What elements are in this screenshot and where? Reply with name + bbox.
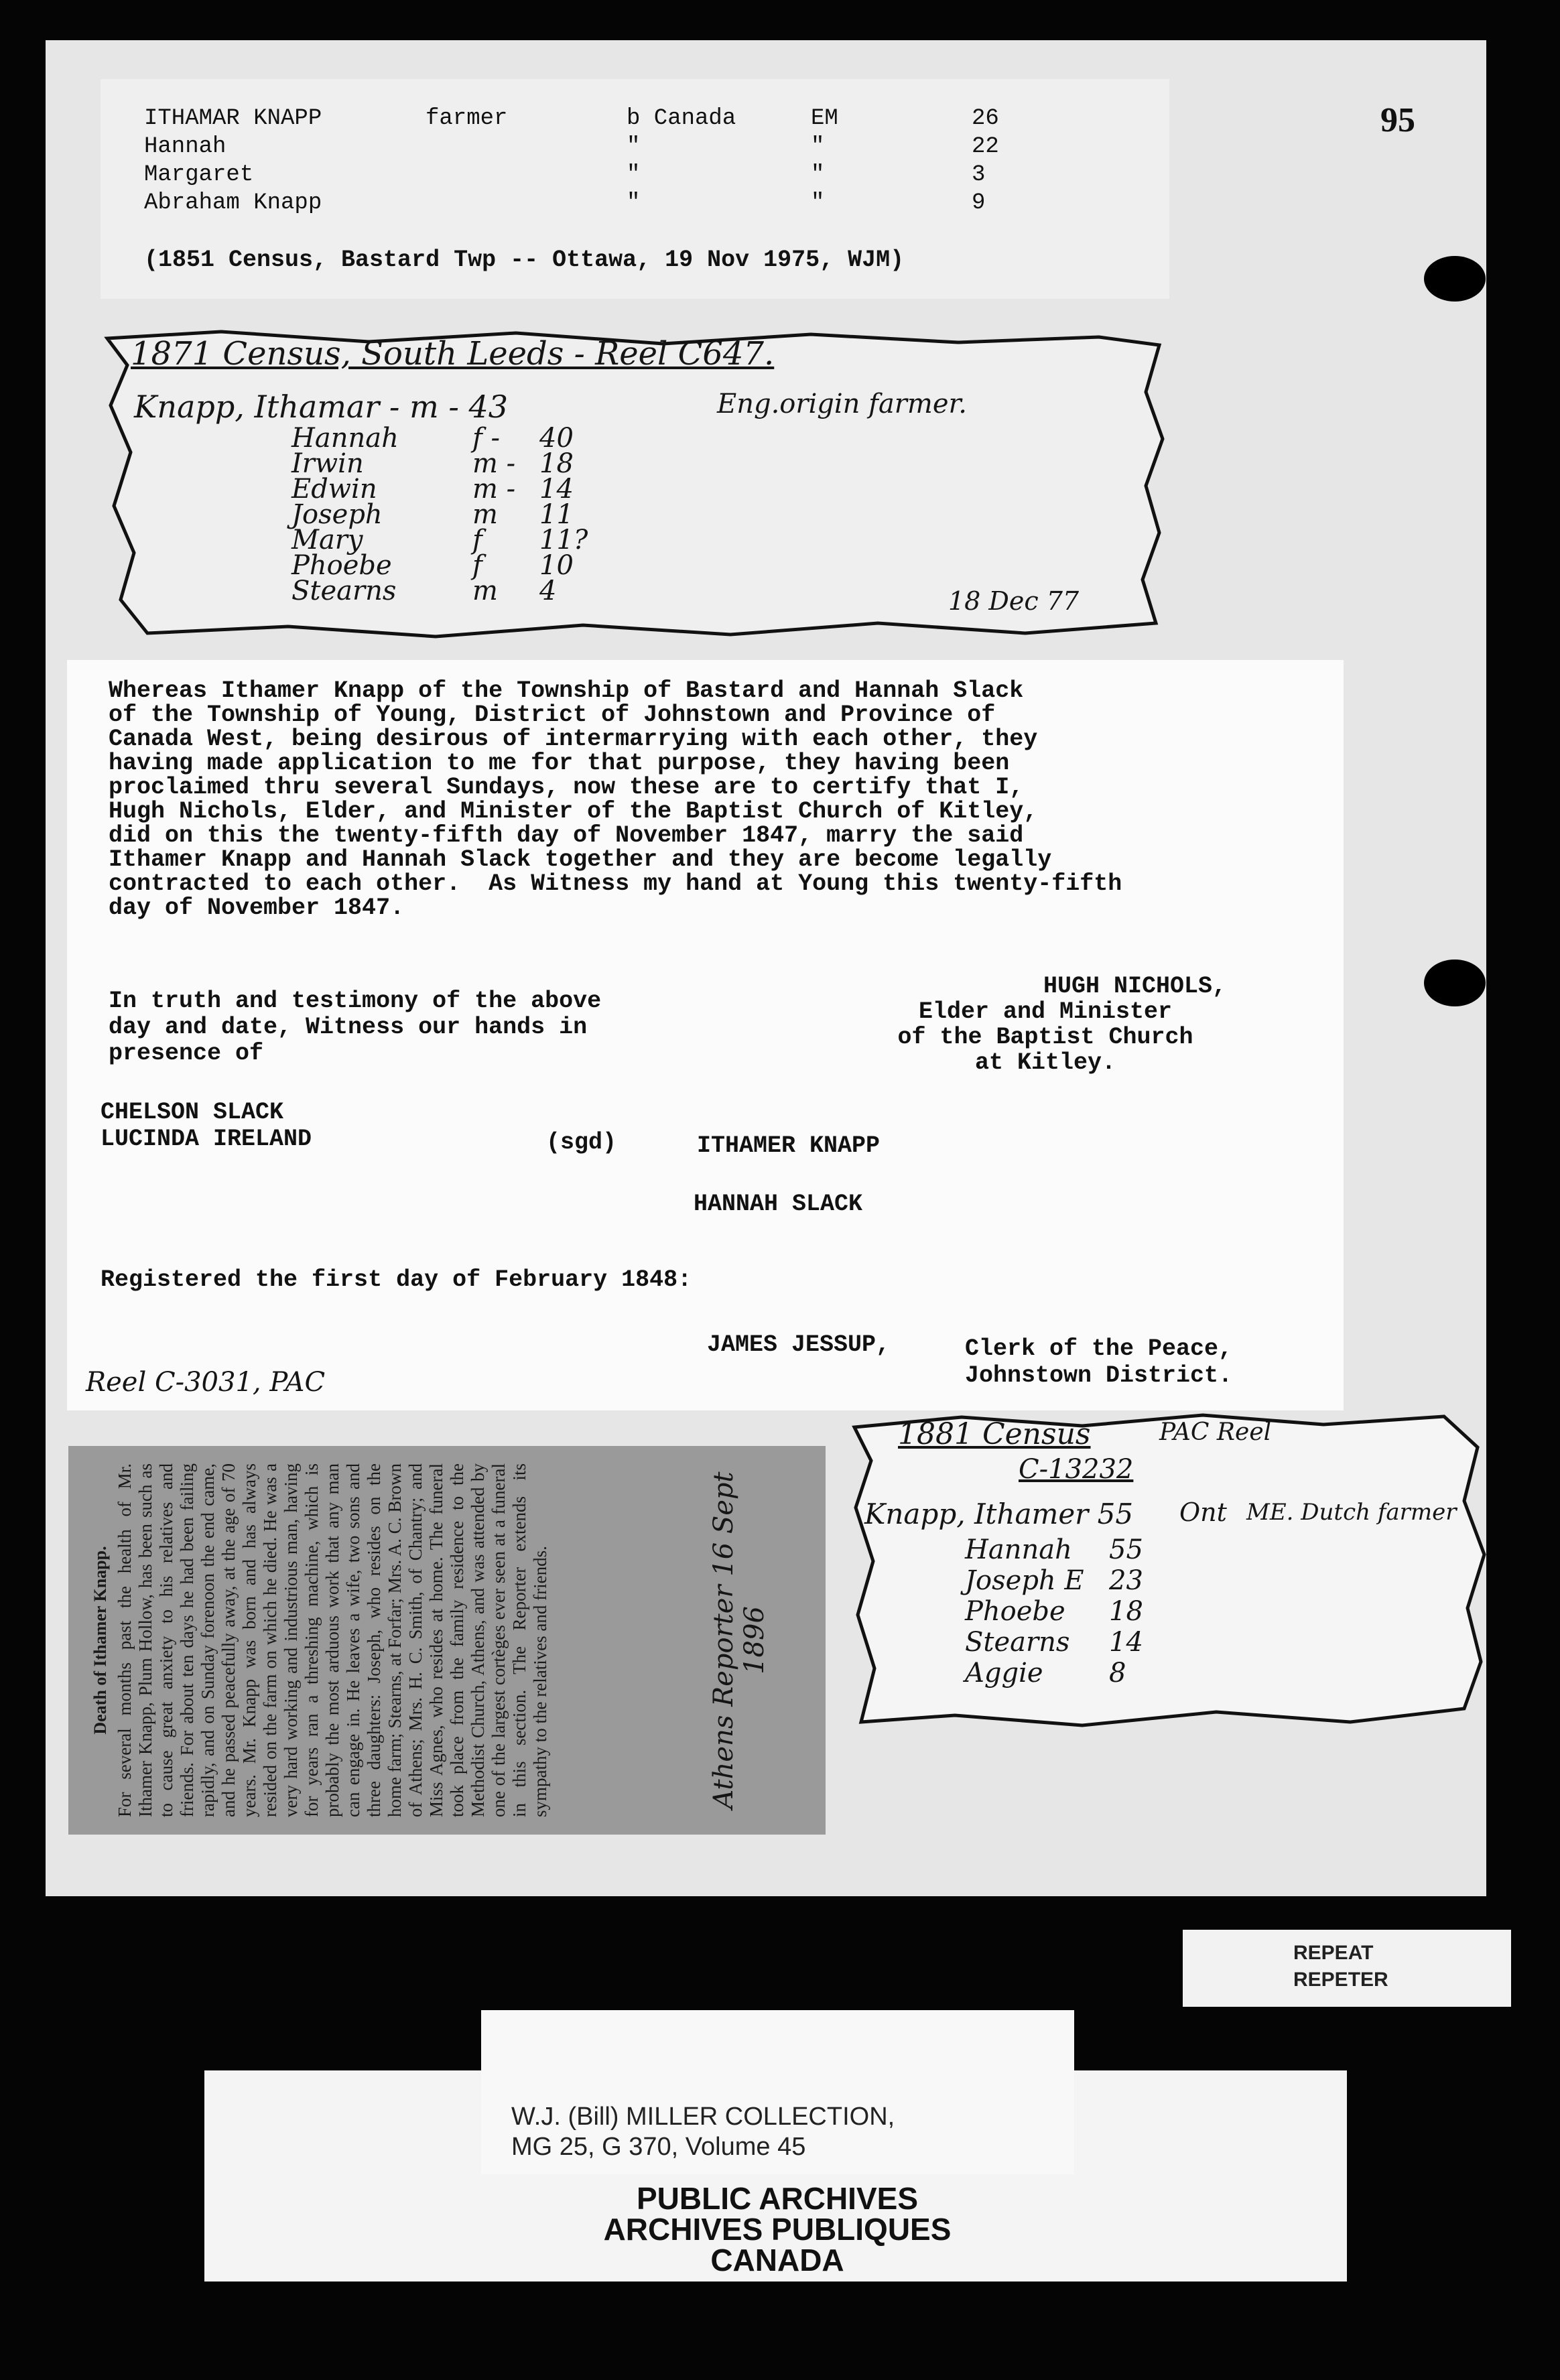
census-1851-row — [144, 105, 999, 133]
obituary-rotated — [85, 1453, 809, 1828]
age-cell: 14 — [539, 474, 574, 505]
collection-box — [481, 2010, 1074, 2174]
age-cell: 23 — [1109, 1565, 1143, 1596]
name-cell: Irwin — [291, 448, 364, 479]
witness-name: LUCINDA IRELAND — [101, 1126, 312, 1152]
obituary-text: For several months past the health of Mr. Ithamer Knapp, Plum Hollow, has been such as to cause great anxiety to his relatives and friends. For about ten days he had been failing rapidly, and on Sunday forenoon the end came, and he passed peacefully away, at the age of 70 years. Mr. Knapp was born and has always resided on the farm on which he died. He was a very hard working and industrious man, having for years ran a threshing machine, which is probably the most arduous work that any man can engage in. He leaves a wife, two sons and three daughters: Joseph, who resides on the home farm; Stearns, at Forfar; Mrs. A. C. Brown of Athens; Mrs. H. C. Smith, of Chantry; and Miss Agnes, who resides at home. The funeral took place from the family residence to the Methodist Church, Athens, and was attended by one of the largest cortèges ever seen at a funeral in this section. The Reporter extends its sympathy to the relatives and friends. — [115, 1463, 550, 1817]
body-line: Canada West, being desirous of intermarrying with each other, they — [109, 726, 1038, 752]
age-cell: 22 — [972, 134, 999, 159]
archives-line: CANADA — [710, 2243, 844, 2277]
religion-cell: " — [811, 162, 825, 188]
name-cell: Hannah — [291, 423, 399, 454]
registration-line: Registered the first day of February 1848: — [101, 1266, 692, 1293]
sex-cell: f — [472, 525, 482, 555]
age-cell: 10 — [539, 550, 574, 581]
census-1881-row — [965, 1627, 1143, 1658]
census-1851-table — [144, 105, 999, 217]
census-1851-row — [144, 133, 999, 161]
clerk-name: JAMES JESSUP, — [707, 1331, 891, 1358]
body-line: proclaimed thru several Sundays, now these are to certify that I, — [109, 774, 1024, 801]
sex-cell: f — [472, 550, 482, 581]
minister-signature — [838, 974, 1253, 1075]
certificate-body — [109, 679, 1122, 920]
census-1871-row — [291, 423, 588, 454]
name-cell: Stearns — [291, 576, 397, 606]
census-1871-header: 1871 Census, South Leeds - Reel C647. — [131, 335, 775, 373]
census-1871-head: Knapp, Ithamar - m - 43 — [134, 389, 509, 425]
obituary-title: Death of Ithamer Knapp. — [90, 1546, 110, 1735]
witnesses — [101, 1099, 312, 1152]
census-1881-head-birth: Ont — [1179, 1498, 1227, 1527]
census-1881-row — [965, 1596, 1143, 1627]
age-cell: 11? — [539, 525, 588, 555]
occupation-cell: farmer — [426, 106, 508, 131]
name-cell: Stearns — [965, 1627, 1070, 1658]
census-1881-row — [965, 1534, 1143, 1565]
body-line: of the Township of Young, District of Johnstown and Province of — [109, 702, 996, 728]
census-1871-row — [291, 550, 588, 581]
religion-cell: " — [811, 190, 825, 216]
punch-hole — [1424, 960, 1486, 1006]
collection-line: W.J. (Bill) MILLER COLLECTION, — [511, 2103, 895, 2131]
minister-line: of the Baptist Church — [897, 1024, 1193, 1051]
census-1881-members — [965, 1534, 1143, 1689]
body-line: Whereas Ithamer Knapp of the Township of Bastard and Hannah Slack — [109, 677, 1024, 704]
name-cell: Joseph — [291, 499, 383, 530]
signatory-name: HANNAH SLACK — [694, 1191, 863, 1217]
body-line: day of November 1847. — [109, 895, 405, 921]
name-cell: Phoebe — [965, 1596, 1065, 1627]
census-1871-row — [291, 448, 588, 479]
clerk-title-line: Clerk of the Peace, — [965, 1335, 1233, 1362]
minister-line: Elder and Minister — [918, 998, 1173, 1025]
age-cell: 3 — [972, 162, 986, 188]
age-cell: 4 — [539, 576, 557, 606]
sgd-label: (sgd) — [546, 1129, 617, 1156]
census-1851-note: (1851 Census, Bastard Twp -- Ottawa, 19 Nov 1975, WJM) — [144, 247, 905, 273]
age-cell: 26 — [972, 106, 999, 131]
census-1851-row — [144, 189, 999, 217]
census-1851-card — [101, 79, 1169, 299]
census-1881-head: Knapp, Ithamer 55 — [864, 1498, 1134, 1530]
collection-line: MG 25, G 370, Volume 45 — [511, 2133, 806, 2161]
census-1881-row — [965, 1565, 1143, 1596]
name-cell: Margaret — [144, 162, 254, 188]
name-cell: Aggie — [965, 1658, 1043, 1689]
census-1871-members — [291, 425, 588, 604]
age-cell: 18 — [1109, 1596, 1143, 1627]
repeat-label — [1183, 1930, 1511, 2007]
name-cell: Phoebe — [291, 550, 392, 581]
census-1871-row — [291, 474, 588, 505]
census-1871-date: 18 Dec 77 — [948, 586, 1080, 616]
census-1881-header: 1881 Census — [898, 1417, 1091, 1451]
minister-line: HUGH NICHOLS, — [1043, 973, 1226, 1000]
sex-cell: m - — [472, 474, 516, 505]
census-1881-head-detail: ME. Dutch farmer — [1246, 1499, 1457, 1526]
page-number: 95 — [1380, 101, 1415, 139]
body-line: Hugh Nichols, Elder, and Minister of the Baptist Church of Kitley, — [109, 798, 1038, 825]
reel-note: Reel C-3031, PAC — [86, 1367, 326, 1398]
archives-line: ARCHIVES PUBLIQUES — [603, 2212, 952, 2247]
testimony-line: day and date, Witness our hands in — [109, 1014, 588, 1041]
sex-cell: m — [472, 576, 498, 606]
testimony-line: In truth and testimony of the above — [109, 988, 602, 1014]
census-1851-row — [144, 161, 999, 189]
name-cell: Hannah — [965, 1534, 1072, 1565]
census-1871-card — [127, 335, 1132, 630]
census-1871-row — [291, 499, 588, 530]
testimony-line: presence of — [109, 1040, 264, 1067]
sex-cell: m — [472, 499, 498, 530]
sex-cell: f - — [472, 423, 501, 454]
repeat-en: REPEAT — [1293, 1942, 1374, 1964]
testimony — [109, 988, 601, 1067]
minister-line: at Kitley. — [974, 1049, 1116, 1076]
marriage-certificate — [67, 660, 1344, 1410]
birthplace-cell: " — [627, 190, 641, 216]
name-cell: Mary — [291, 525, 363, 555]
birthplace-cell: " — [627, 134, 641, 159]
body-line: Ithamer Knapp and Hannah Slack together and they are become legally — [109, 846, 1052, 873]
repeat-fr: REPETER — [1293, 1969, 1388, 1991]
punch-hole — [1424, 256, 1486, 302]
religion-cell: EM — [811, 106, 838, 131]
age-cell: 40 — [539, 423, 574, 454]
obituary-clipping — [68, 1446, 826, 1835]
name-cell: Abraham Knapp — [144, 190, 322, 216]
age-cell: 8 — [1109, 1658, 1126, 1689]
age-cell: 9 — [972, 190, 986, 216]
witness-name: CHELSON SLACK — [101, 1099, 284, 1126]
census-1881-reel-number: C-13232 — [1019, 1454, 1134, 1485]
body-line: did on this the twenty-fifth day of November 1847, marry the said — [109, 822, 1024, 849]
body-line: contracted to each other. As Witness my hand at Young this twenty-fifth — [109, 870, 1122, 897]
archives-line: PUBLIC ARCHIVES — [637, 2181, 918, 2216]
sex-cell: m - — [472, 448, 516, 479]
body-line: having made application to me for that purpose, they having been — [109, 750, 1010, 777]
name-cell: Joseph E — [965, 1565, 1084, 1596]
census-1881-card — [864, 1417, 1481, 1719]
age-cell: 11 — [539, 499, 574, 530]
census-1881-reel: PAC Reel — [1159, 1418, 1272, 1446]
age-cell: 18 — [539, 448, 574, 479]
name-cell: Edwin — [291, 474, 377, 505]
age-cell: 55 — [1109, 1534, 1143, 1565]
clerk-title-line: Johnstown District. — [965, 1362, 1233, 1389]
name-cell: Hannah — [144, 134, 226, 159]
census-1871-row — [291, 527, 588, 553]
census-1871-row — [291, 578, 588, 604]
archives-title — [469, 2183, 1086, 2275]
birthplace-cell: b Canada — [627, 106, 736, 131]
birthplace-cell: " — [627, 162, 641, 188]
census-1871-head-detail: Eng.origin farmer. — [717, 389, 967, 419]
census-1881-row — [965, 1658, 1143, 1689]
religion-cell: " — [811, 134, 825, 159]
age-cell: 14 — [1109, 1627, 1143, 1658]
signatory-name: ITHAMER KNAPP — [697, 1132, 881, 1159]
name-cell: ITHAMAR KNAPP — [144, 106, 322, 131]
obituary-handwritten-source: Athens Reporter 16 Sept 1896 — [708, 1471, 770, 1809]
clerk-title — [965, 1335, 1232, 1389]
